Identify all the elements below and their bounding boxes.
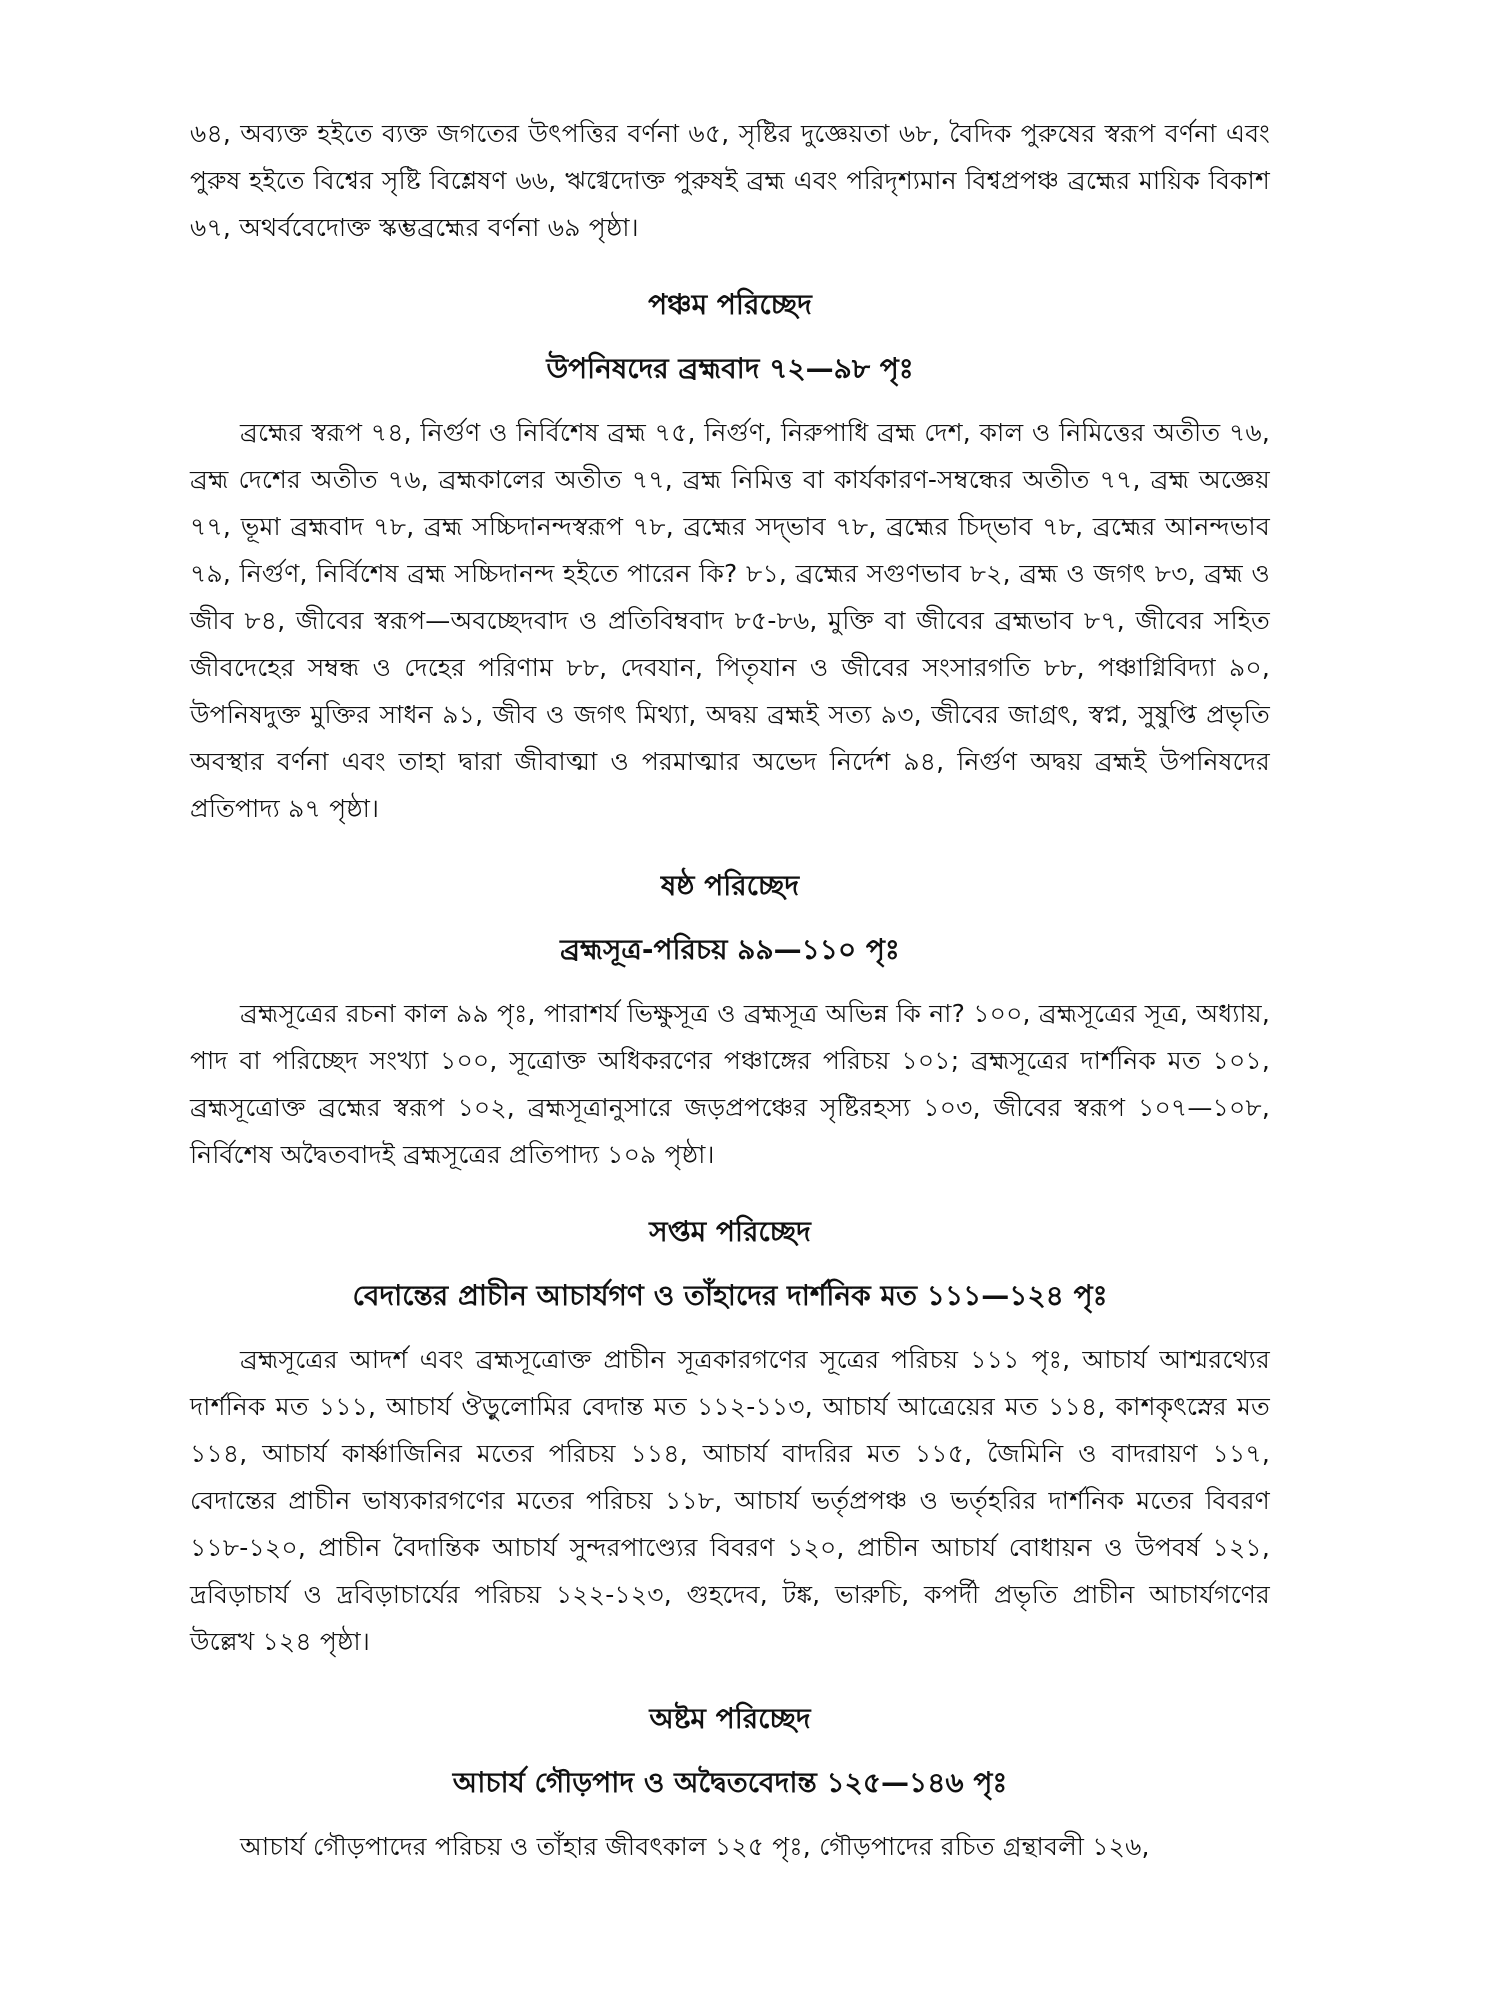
chapter-subheading: বেদান্তের প্রাচীন আচার্যগণ ও তাঁহাদের দার্শনিক মত ১১১—১২৪ পৃঃ (352, 1279, 1108, 1312)
chapter-paragraph: ব্রহ্মসূত্রের আদর্শ এবং ব্রহ্মসূত্রোক্ত প্রাচীন সূত্রকারগণের সূত্রের পরিচয় ১১১ পৃঃ, আচার্য আশ্মরথ্যের দার্শনিক মত ১১১, আচার্য ঔড়ুলোমির বেদান্ত মত ১১২-১১৩, আচার্য আত্রেয়ের মত ১১৪, কাশকৃৎস্নের মত ১১৪, আচার্য কার্ষ্ণাজিনির মতের পরিচয় ১১৪, আচার্য বাদরির মত ১১৫, জৈমিনি ও বাদরায়ণ ১১৭, বেদান্তের প্রাচীন ভাষ্যকারগণের মতের পরিচয় ১১৮, আচার্য ভর্তৃপ্রপঞ্চ ও ভর্তৃহরির দার্শনিক মতের বিবরণ ১১৮-১২০, প্রাচীন বৈদান্তিক আচার্য সুন্দরপাণ্ড্যের বিবরণ ১২০, প্রাচীন আচার্য বোধায়ন ও উপবর্ষ ১২১, দ্রবিড়াচার্য ও দ্রবিড়াচার্যের পরিচয় ১২২-১২৩, গুহদেব, টঙ্ক, ভারুচি, কপর্দী প্রভৃতি প্রাচীন আচার্যগণের উল্লেখ ১২৪ পৃষ্ঠা। (190, 1345, 1270, 1656)
chapter-8 (190, 1699, 1270, 1870)
chapter-paragraph: আচার্য গৌড়পাদের পরিচয় ও তাঁহার জীবৎকাল ১২৫ পৃঃ, গৌড়পাদের রচিত গ্রন্থাবলী ১২৬, (240, 1832, 1150, 1861)
chapter-7 (190, 1212, 1270, 1665)
chapter-heading: ষষ্ঠ পরিচ্ছেদ (660, 869, 800, 902)
chapter-paragraph: ব্রহ্মের স্বরূপ ৭৪, নির্গুণ ও নির্বিশেষ ব্রহ্ম ৭৫, নির্গুণ, নিরুপাধি ব্রহ্ম দেশ, কাল ও নিমিত্তের অতীত ৭৬, ব্রহ্ম দেশের অতীত ৭৬, ব্রহ্মকালের অতীত ৭৭, ব্রহ্ম নিমিত্ত বা কার্যকারণ-সম্বন্ধের অতীত ৭৭, ব্রহ্ম অজ্ঞেয় ৭৭, ভূমা ব্রহ্মবাদ ৭৮, ব্রহ্ম সচ্চিদানন্দস্বরূপ ৭৮, ব্রহ্মের সদ্‌ভাব ৭৮, ব্রহ্মের চিদ্‌ভাব ৭৮, ব্রহ্মের আনন্দভাব ৭৯, নির্গুণ, নির্বিশেষ ব্রহ্ম সচ্চিদানন্দ হইতে পারেন কি? ৮১, ব্রহ্মের সগুণভাব ৮২, ব্রহ্ম ও জগৎ ৮৩, ব্রহ্ম ও জীব ৮৪, জীবের স্বরূপ—অবচ্ছেদবাদ ও প্রতিবিম্ববাদ ৮৫-৮৬, মুক্তি বা জীবের ব্রহ্মভাব ৮৭, জীবের সহিত জীবদেহের সম্বন্ধ ও দেহের পরিণাম ৮৮, দেবযান, পিতৃযান ও জীবের সংসারগতি ৮৮, পঞ্চাগ্নিবিদ্যা ৯০, উপনিষদুক্ত মুক্তির সাধন ৯১, জীব ও জগৎ মিথ্যা, অদ্বয় ব্রহ্মই সত্য ৯৩, জীবের জাগ্রৎ, স্বপ্ন, সুষুপ্তি প্রভৃতি অবস্থার বর্ণনা এবং তাহা দ্বারা জীবাত্মা ও পরমাত্মার অভেদ নির্দেশ ৯৪, নির্গুণ অদ্বয় ব্রহ্মই উপনিষদের প্রতিপাদ্য ৯৭ পৃষ্ঠা। (190, 418, 1270, 823)
chapter-paragraph: ব্রহ্মসূত্রের রচনা কাল ৯৯ পৃঃ, পারাশর্য ভিক্ষুসূত্র ও ব্রহ্মসূত্র অভিন্ন কি না? ১০০, ব্রহ্মসূত্রের সূত্র, অধ্যায়, পাদ বা পরিচ্ছেদ সংখ্যা ১০০, সূত্রোক্ত অধিকরণের পঞ্চাঙ্গের পরিচয় ১০১; ব্রহ্মসূত্রের দার্শনিক মত ১০১, ব্রহ্মসূত্রোক্ত ব্রহ্মের স্বরূপ ১০২, ব্রহ্মসূত্রানুসারে জড়প্রপঞ্চের সৃষ্টিরহস্য ১০৩, জীবের স্বরূপ ১০৭—১০৮, নির্বিশেষ অদ্বৈতবাদই ব্রহ্মসূত্রের প্রতিপাদ্য ১০৯ পৃষ্ঠা। (190, 999, 1270, 1169)
chapter-heading: অষ্টম পরিচ্ছেদ (649, 1702, 811, 1735)
intro-paragraph: ৬৪, অব্যক্ত হইতে ব্যক্ত জগতের উৎপত্তির বর্ণনা ৬৫, সৃষ্টির দুজ্ঞেয়তা ৬৮, বৈদিক পুরুষের স্বরূপ বর্ণনা এবং পুরুষ হইতে বিশ্বের সৃষ্টি বিশ্লেষণ ৬৬, ঋগ্বেদোক্ত পুরুষই ব্রহ্ম এবং পরিদৃশ্যমান বিশ্বপ্রপঞ্চ ব্রহ্মের মায়িক বিকাশ ৬৭, অথর্ববেদোক্ত স্কম্ভব্রহ্মের বর্ণনা ৬৯ পৃষ্ঠা। (190, 119, 1270, 242)
chapter-subheading: ব্রহ্মসূত্র-পরিচয় ৯৯—১১০ পৃঃ (560, 933, 900, 966)
chapter-subheading: আচার্য গৌড়পাদ ও অদ্বৈতবেদান্ত ১২৫—১৪৬ পৃঃ (452, 1766, 1008, 1799)
chapter-6 (190, 866, 1270, 1178)
chapter-5 (190, 285, 1270, 832)
document-page (190, 110, 1270, 1870)
chapter-heading: সপ্তম পরিচ্ছেদ (649, 1215, 811, 1248)
chapter-subheading: উপনিষদের ব্রহ্মবাদ ৭২—৯৮ পৃঃ (546, 352, 914, 385)
chapter-heading: পঞ্চম পরিচ্ছেদ (648, 288, 812, 321)
